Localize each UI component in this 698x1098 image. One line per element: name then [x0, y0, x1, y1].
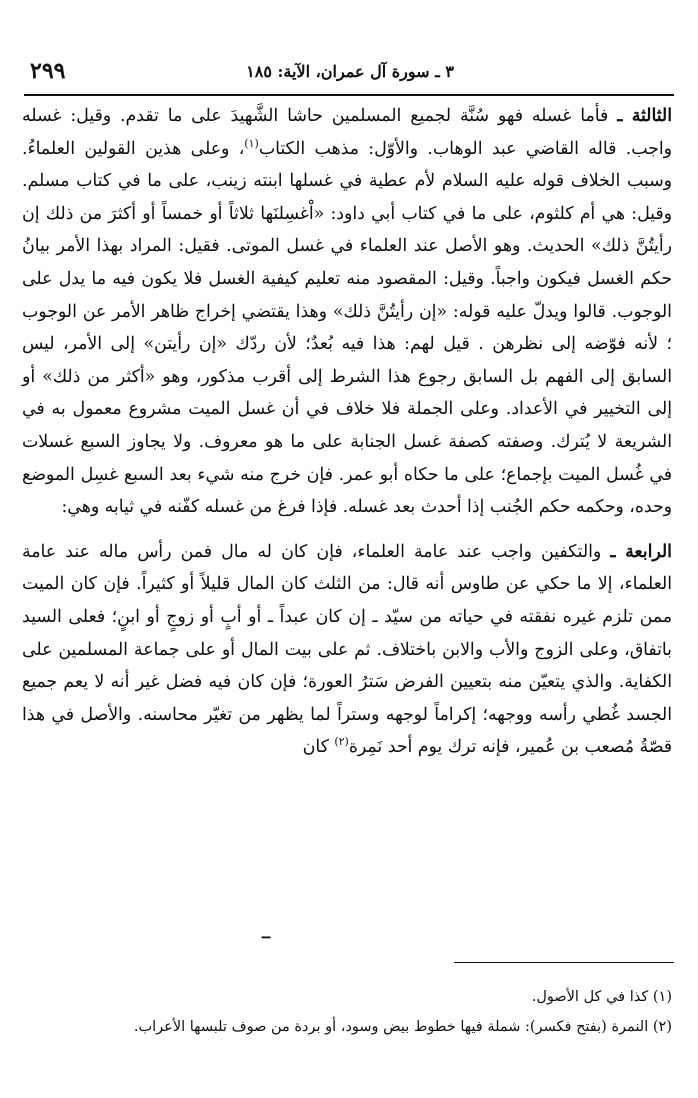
footnotes: [24, 982, 672, 1042]
footnote-marker: (١): [652, 989, 672, 1005]
paragraph-heading: الرابعة ـ: [610, 541, 672, 562]
page-number: ٢٩٩: [30, 58, 66, 84]
paragraph-fourth: [22, 536, 672, 764]
chapter-title: ٣ ـ سورة آل عمران، الآية: ١٨٥: [246, 62, 454, 81]
footnote-item: [24, 1012, 672, 1042]
running-header: [24, 58, 674, 92]
main-text: [22, 100, 672, 764]
paragraph-third: [22, 100, 672, 524]
paragraph-text-continued: كان: [302, 737, 335, 758]
separator-ornament: ــ: [262, 926, 271, 942]
header-divider: [24, 94, 674, 96]
paragraph-text: والتكفين واجب عند عامة العلماء، فإن كان له مال فمن رأس ماله عند عامة العلماء، إلا ما حكي عن طاوس أنه قال: من الثلث كان المال قليلاً أو كثيراً. فإن كان الميت ممن تلزم غيره نفقته في حياته من سيّد ـ إن كان عبداً ـ أو أبٍ أو زوجٍ أو ابنٍ؛ فعلى السيد باتفاق، وعلى الزوج والأب والابن باختلاف. ثم على بيت المال أو على جماعة المسلمين على الكفاية. والذي يتعيّن منه بتعيين الفرض سَترُ العورة؛ فإن كان فيه فضل غير أنه لا يعم جميع الجسد غُطي رأسه ووجهه؛ إكراماً لوجهه وستراً لما يظهر من تغيّر محاسنه. والأصل في هذا قصّةُ مُصعب بن عُمير، فإنه ترك يوم أحد نَمِرة: [22, 541, 672, 758]
paragraph-text: فأما غسله فهو سُنَّة لجميع المسلمين حاشا الشَّهيدَ على ما تقدم. وقيل: غسله واجب. قاله القاضي عبد الوهاب. والأوّل: مذهب الكتاب: [22, 106, 672, 159]
footnote-ref: (١): [244, 136, 259, 150]
footnote-text: كذا في كل الأصول.: [531, 989, 649, 1005]
footnote-marker: (٢): [652, 1019, 672, 1035]
footnote-ref: (٢): [334, 735, 349, 749]
footnote-divider: [454, 962, 674, 963]
footnote-item: [24, 982, 672, 1012]
footnote-text: النمرة (بفتح فكسر): شملة فيها خطوط بيض وسود، أو بردة من صوف تلبسها الأعراب.: [133, 1019, 649, 1035]
paragraph-heading: الثالثة ـ: [617, 106, 672, 126]
paragraph-text-continued: ، وعلى هذين القولين العلماءُ. وسبب الخلاف قوله عليه السلام لأم عطية في غسلها ابنته زينب، على ما في كتاب مسلم. وقيل: هي أم كلثوم، على ما في كتاب أبي داود: «اْغسِلنَها ثلاثاً أو خمساً أو أكثرَ من ذلك إن رأيتُنَّ ذلك» الحديث. وهو الأصل عند العلماء في غسل الموتى. فقيل: المراد بهذا الأمر بيانُ حكم الغسل فيكون واجباً. وقيل: المقصود منه تعليم كيفية الغسل فلا يكون فيه ما يدل على الوجوب. قالوا ويدلّ عليه قوله: «إن رأيتُنَّ ذلك» وهذا يقتضي إخراج ظاهر الأمر عن الوجوب ؛ لأنه فوّضه إلى نظرهن . قيل لهم: هذا فيه بُعدٌ؛ لأن ردّك «إن رأيتن» إلى الأمر، ليس السابق إلى الفهم بل السابق رجوع هذا الشرط إلى أقرب مذكور، وهو «أكثر من ذلك» أو إلى التخيير في الأعداد. وعلى الجملة فلا خلاف في أن غسل الميت مشروع معمول به في الشريعة لا يُترك. وصفته كصفة غسل الجنابة على ما هو معروف. ولا يجاوز السبع غسلات في غُسل الميت بإجماع؛ على ما حكاه أبو عمر. فإن خرج منه شيء بعد السبع غسِل الموضع وحده، وحكمه حكم الجُنب إذا أحدث بعد غسله. فإذا فرغ من غسله كفّنه في ثيابه وهي:: [22, 138, 672, 518]
